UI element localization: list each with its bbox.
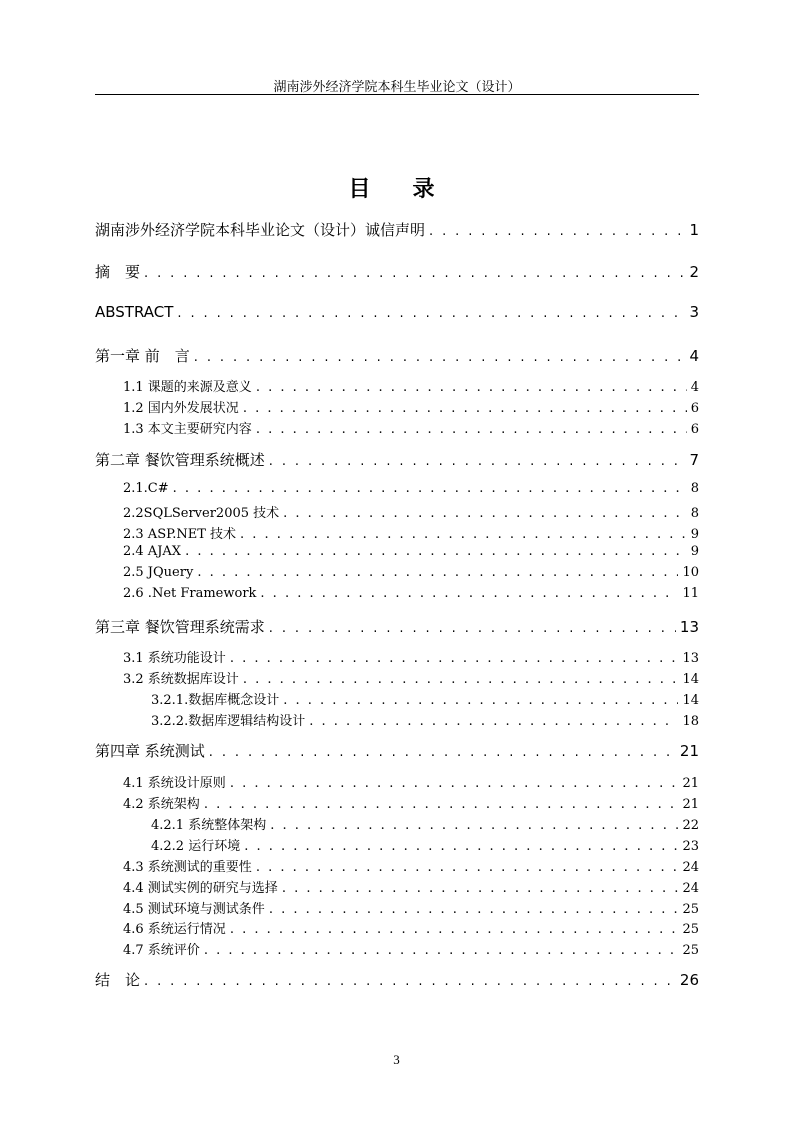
toc-title: 目 录: [348, 177, 445, 202]
toc-entry-abstract-cn[interactable]: [95, 261, 699, 282]
toc-entry-text: 4.2.1 系统整体架构: [151, 818, 267, 833]
toc-entry-text: 4.2 系统架构: [123, 797, 200, 812]
toc-leader: [269, 902, 679, 917]
toc-leader: [173, 481, 687, 496]
toc-leader: [177, 306, 685, 321]
toc-leader: [204, 943, 679, 958]
toc-entry-1-3[interactable]: [123, 418, 699, 437]
toc-entry-text: 第三章 餐饮管理系统需求: [95, 618, 265, 636]
toc-entry-text: 2.2SQLServer2005 技术: [123, 506, 280, 521]
toc-page-number: 9: [690, 527, 699, 542]
toc-entry-2-4[interactable]: [123, 544, 699, 559]
toc-entry-4-3[interactable]: [123, 856, 699, 875]
toc-leader: [204, 797, 679, 812]
toc-entry-4-4[interactable]: [123, 877, 699, 896]
toc-leader: [240, 527, 687, 542]
toc-leader: [283, 506, 687, 521]
toc-leader: [244, 839, 678, 854]
toc-leader: [429, 224, 685, 239]
toc-page-number: 25: [682, 922, 699, 937]
toc-leader: [256, 422, 687, 437]
toc-entry-text: 4.6 系统运行情况: [123, 922, 226, 937]
toc-entry-chapter-2[interactable]: [95, 449, 699, 470]
toc-leader: [260, 586, 678, 601]
toc-entry-1-2[interactable]: [123, 397, 699, 416]
toc-page-number: 13: [682, 651, 699, 666]
toc-leader: [309, 714, 678, 729]
toc-entry-text: 3.2.1.数据库概念设计: [151, 693, 280, 708]
toc-page-number: 6: [690, 401, 699, 416]
toc-leader: [230, 651, 679, 666]
toc-leader: [256, 380, 687, 395]
toc-entry-3-2[interactable]: [123, 668, 699, 687]
toc-entry-text: 1.1 课题的来源及意义: [123, 380, 252, 395]
toc-page-number: 21: [682, 776, 699, 791]
toc-leader: [230, 922, 679, 937]
toc-page-number: 22: [682, 818, 699, 833]
toc-entry-2-2[interactable]: [123, 502, 699, 521]
toc-leader: [185, 544, 687, 559]
toc-entry-chapter-1[interactable]: [95, 345, 699, 366]
toc-leader: [197, 565, 678, 580]
toc-entry-text: 第一章 前 言: [95, 347, 190, 365]
toc-entry-4-6[interactable]: [123, 918, 699, 937]
toc-entry-4-2-2[interactable]: [151, 835, 699, 854]
toc-entry-text: ABSTRACT: [95, 303, 174, 321]
toc-page-number: 1: [689, 221, 699, 239]
toc-entry-text: 4.4 测试实例的研究与选择: [123, 881, 278, 896]
toc-entry-text: 4.5 测试环境与测试条件: [123, 902, 265, 917]
toc-leader: [256, 860, 679, 875]
toc-entry-text: 湖南涉外经济学院本科毕业论文（设计）诚信声明: [95, 221, 426, 239]
toc-page-number: 26: [679, 971, 699, 989]
toc-page-number: 25: [682, 902, 699, 917]
toc-entry-text: 1.2 国内外发展状况: [123, 401, 239, 416]
toc-entry-text: 2.4 AJAX: [123, 544, 182, 559]
toc-entry-chapter-3[interactable]: [95, 616, 699, 637]
toc-page-number: 2: [689, 263, 699, 281]
toc-entry-3-2-1[interactable]: [151, 689, 699, 708]
page-header: 湖南涉外经济学院本科生毕业论文（设计）: [273, 80, 521, 95]
toc-leader: [283, 693, 678, 708]
toc-page-number: 14: [682, 672, 699, 687]
toc-entry-text: 第四章 系统测试: [95, 742, 205, 760]
toc-page-number: 11: [682, 586, 699, 601]
toc-entry-text: 3.2.2.数据库逻辑结构设计: [151, 714, 306, 729]
toc-entry-abstract-en[interactable]: [95, 303, 699, 321]
toc-page-number: 7: [689, 451, 699, 469]
toc-entry-chapter-4[interactable]: [95, 740, 699, 761]
toc-leader: [209, 745, 676, 760]
toc-leader: [230, 776, 679, 791]
toc-leader: [269, 621, 676, 636]
toc-leader: [194, 350, 686, 365]
toc-page-number: 3: [689, 303, 699, 321]
toc-page-number: 24: [682, 860, 699, 875]
toc-entry-text: 4.2.2 运行环境: [151, 839, 241, 854]
toc-entry-text: 第二章 餐饮管理系统概述: [95, 451, 265, 469]
toc-entry-3-1[interactable]: [123, 647, 699, 666]
toc-page-number: 9: [690, 544, 699, 559]
toc-leader: [144, 266, 685, 281]
toc-entry-2-6[interactable]: [123, 586, 699, 601]
toc-leader: [144, 974, 676, 989]
toc-page-number: 14: [682, 693, 699, 708]
toc-leader: [243, 672, 679, 687]
toc-page-number: 13: [679, 618, 699, 636]
header-rule: [95, 94, 699, 95]
toc-page-number: 6: [690, 422, 699, 437]
toc-page-number: 10: [682, 565, 699, 580]
toc-page-number: 24: [682, 881, 699, 896]
toc-entry-text: 2.6 .Net Framework: [123, 586, 257, 601]
toc-page-number: 8: [690, 506, 699, 521]
toc-page-number: 23: [682, 839, 699, 854]
toc-entry-text: 2.5 JQuery: [123, 565, 194, 580]
toc-leader: [269, 454, 686, 469]
toc-entry-2-1[interactable]: [123, 481, 699, 496]
toc-entry-1-1[interactable]: [123, 376, 699, 395]
toc-entry-text: 1.3 本文主要研究内容: [123, 422, 252, 437]
toc-entry-4-2[interactable]: [123, 793, 699, 812]
toc-entry-text: 4.7 系统评价: [123, 943, 200, 958]
toc-entry-integrity-statement[interactable]: [95, 219, 699, 240]
toc-entry-text: 结 论: [95, 971, 141, 989]
toc-page-number: 21: [682, 797, 699, 812]
toc-page-number: 25: [682, 943, 699, 958]
toc-entry-4-1[interactable]: [123, 772, 699, 791]
toc-entry-2-3[interactable]: [123, 523, 699, 542]
toc-page-number: 18: [682, 714, 699, 729]
toc-entry-text: 2.3 ASP.NET 技术: [123, 527, 237, 542]
toc-entry-3-2-2[interactable]: [151, 710, 699, 729]
toc-page-number: 21: [679, 742, 699, 760]
toc-entry-4-5[interactable]: [123, 898, 699, 917]
toc-page-number: 4: [689, 347, 699, 365]
toc-entry-conclusion[interactable]: [95, 969, 699, 990]
toc-page-number: 4: [690, 380, 699, 395]
toc-entry-text: 4.3 系统测试的重要性: [123, 860, 252, 875]
toc-leader: [282, 881, 679, 896]
toc-entry-4-7[interactable]: [123, 939, 699, 958]
toc-entry-text: 2.1.C#: [123, 481, 169, 496]
toc-entry-2-5[interactable]: [123, 565, 699, 580]
toc-entry-text: 摘 要: [95, 263, 141, 281]
toc-entry-text: 4.1 系统设计原则: [123, 776, 226, 791]
toc-leader: [270, 818, 678, 833]
toc-entry-text: 3.2 系统数据库设计: [123, 672, 239, 687]
toc-leader: [243, 401, 687, 416]
page-number: 3: [393, 1052, 400, 1067]
toc-entry-text: 3.1 系统功能设计: [123, 651, 226, 666]
toc-entry-4-2-1[interactable]: [151, 814, 699, 833]
toc-page-number: 8: [690, 481, 699, 496]
